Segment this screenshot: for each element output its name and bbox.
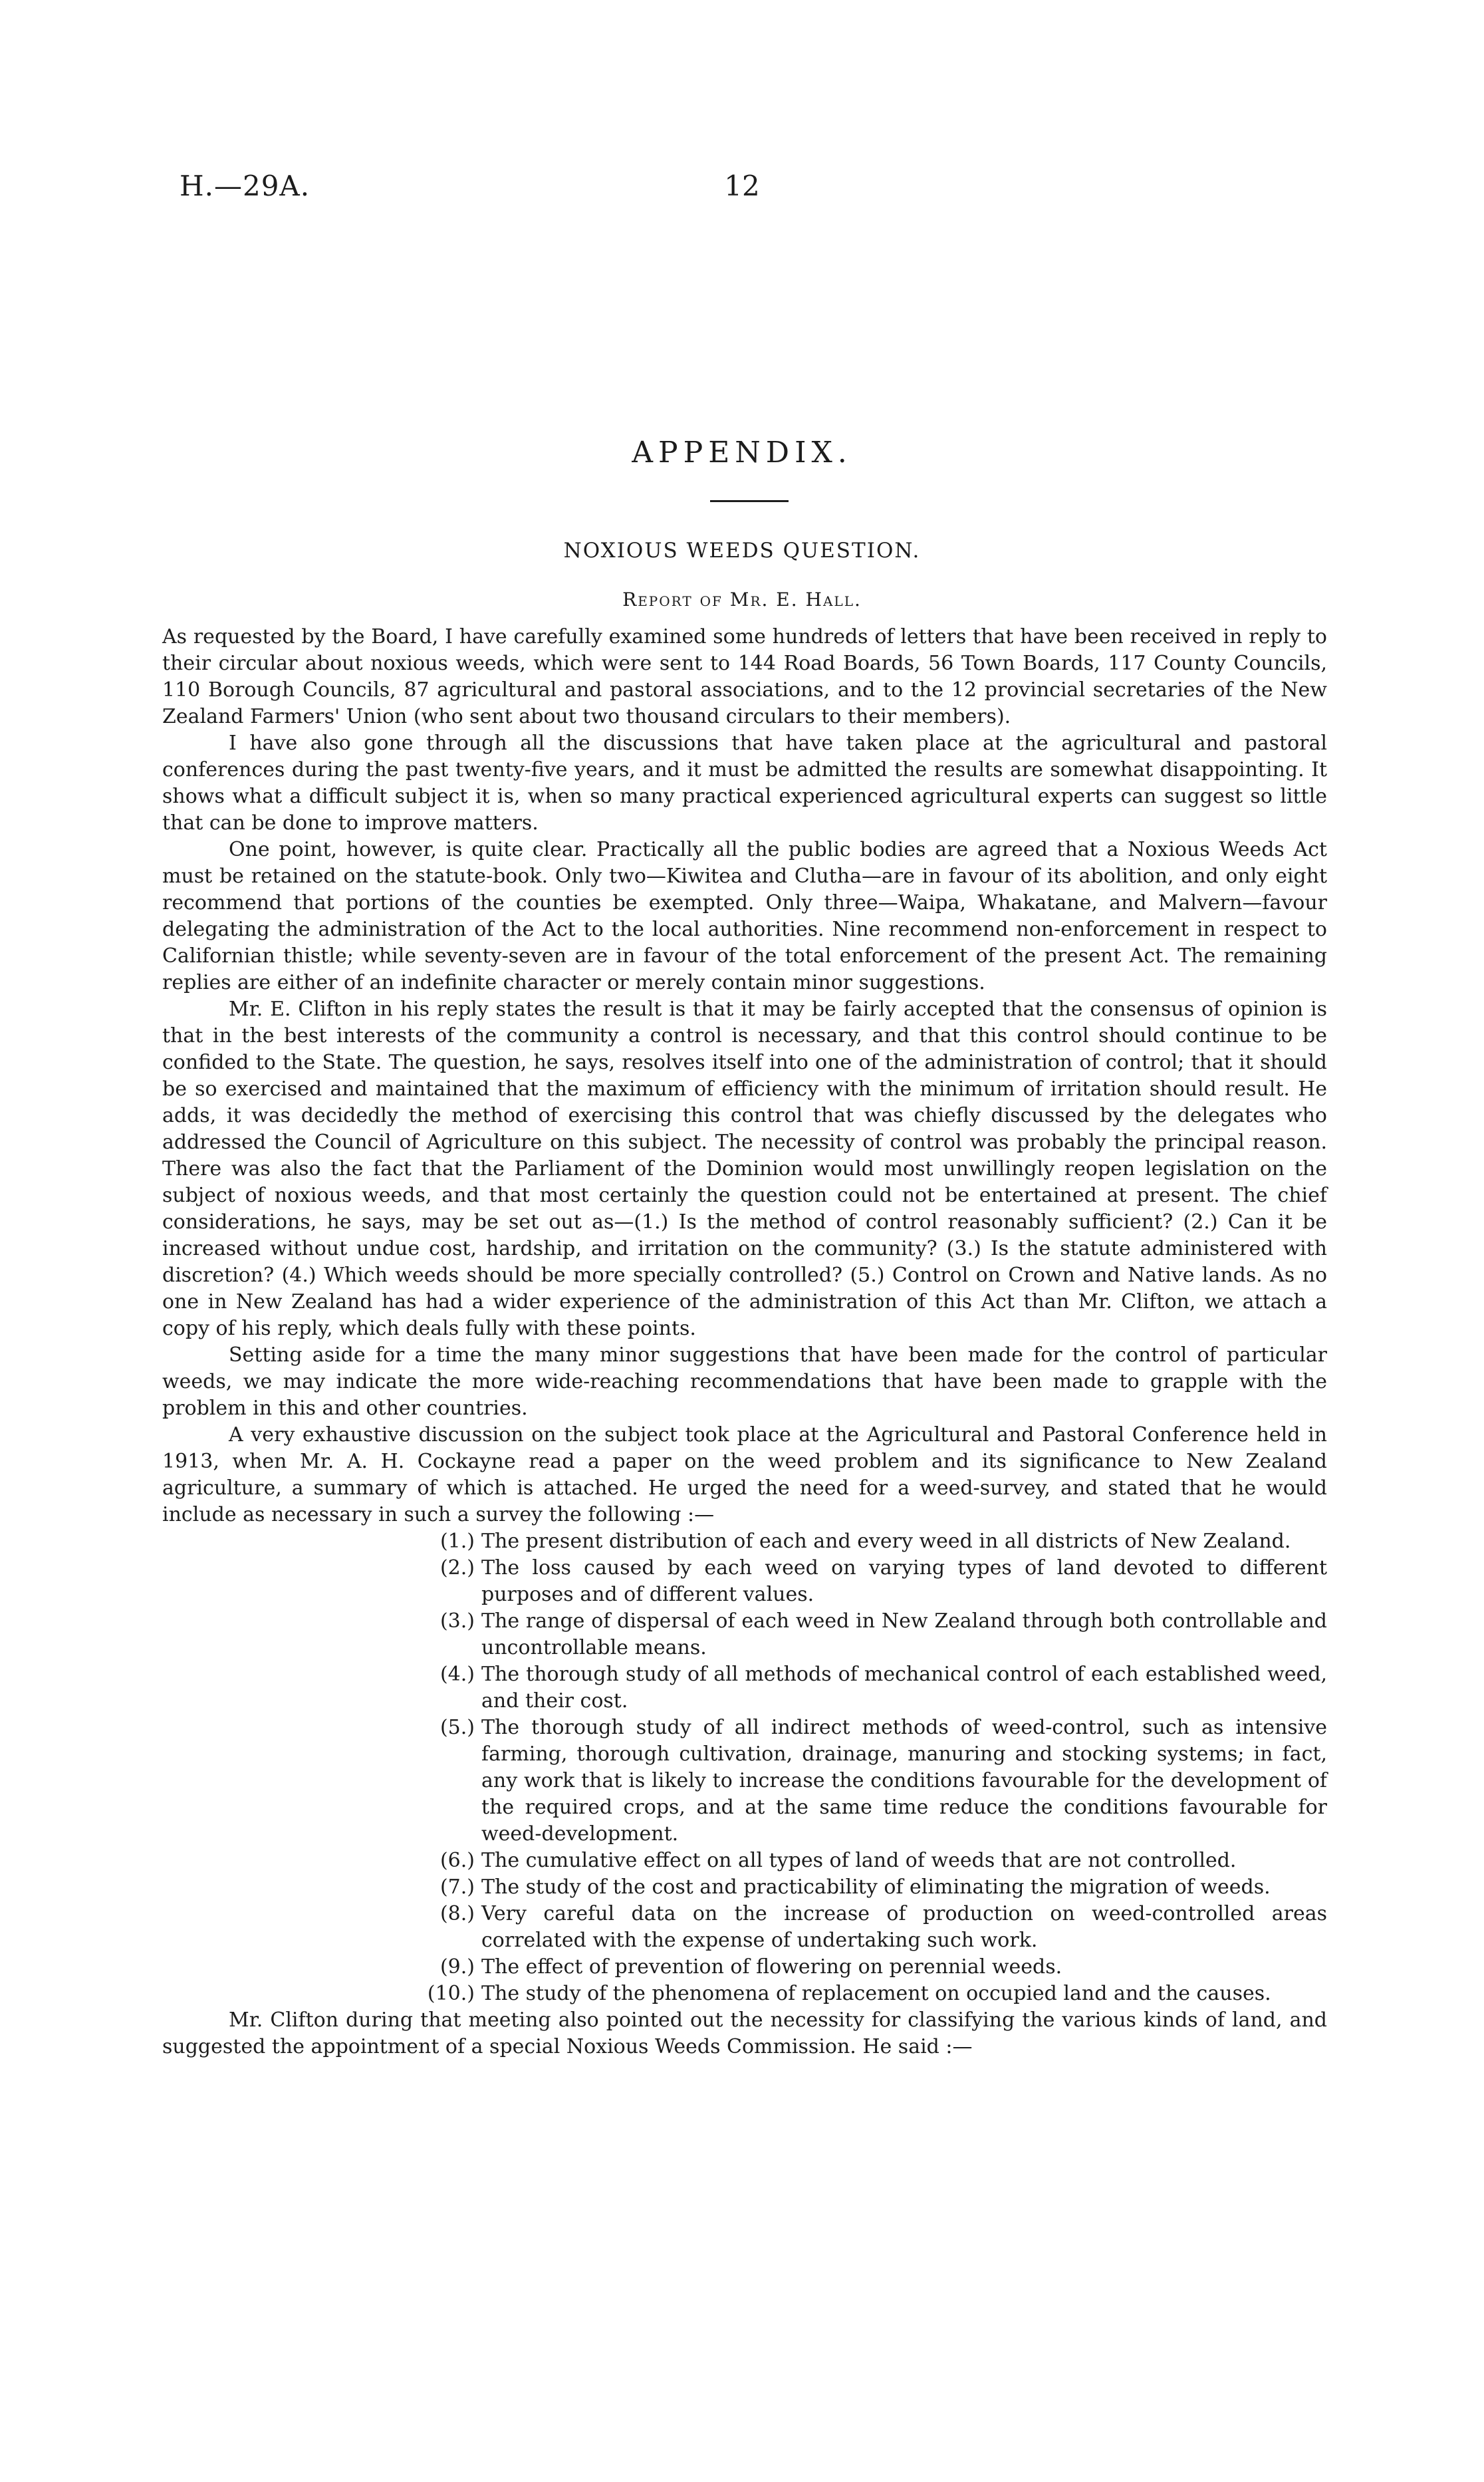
list-item-text: Very careful data on the increase of production on weed-controlled areas correlated with the expense of undertaking such work.: [481, 1902, 1327, 1952]
paragraph: A very exhaustive discussion on the subject took place at the Agricultural and Pastoral Conference held in 1913, when Mr. A. H. Cockayne read a paper on the weed problem and its significance to New Zealand agriculture, a summary of which is attached. He urged the need for a weed-survey, and stated that he would include as necessary in such a survey the following :—: [162, 1423, 1327, 1526]
list-item-text: The study of the cost and practicability of eliminating the migration of weeds.: [481, 1875, 1271, 1899]
list-item-number: (2.): [439, 1556, 475, 1580]
list-item-text: The present distribution of each and every weed in all districts of New Zealand.: [481, 1530, 1291, 1553]
weed-survey-list: [162, 1528, 1327, 2007]
list-item-number: (8.): [439, 1902, 475, 1925]
list-item: [427, 1981, 1327, 2007]
list-item: [439, 1608, 1327, 1661]
list-item: [439, 1555, 1327, 1608]
list-item-number: (1.): [439, 1530, 475, 1553]
list-item: [439, 1874, 1327, 1901]
list-item-text: The cumulative effect on all types of land of weeds that are not controlled.: [481, 1849, 1237, 1872]
list-item-number: (9.): [439, 1955, 475, 1979]
title-rule: [710, 500, 789, 502]
paragraph: As requested by the Board, I have carefully examined some hundreds of letters that have been received in reply to their circular about noxious weeds, which were sent to 144 Road Boards, 56 Town Boards, 117 County Councils, 110 Borough Councils, 87 agricultural and pastoral associations, and to the 12 provincial secretaries of the New Zealand Farmers' Union (who sent about two thousand circulars to their members).: [162, 625, 1327, 728]
section-subtitle: NOXIOUS WEEDS QUESTION.: [563, 539, 921, 563]
list-item-number: (10.): [427, 1982, 475, 2005]
list-item-number: (3.): [439, 1609, 475, 1633]
list-item: [439, 1528, 1327, 1555]
list-item: [439, 1954, 1327, 1981]
list-item-text: The thorough study of all methods of mechanical control of each established weed, and their cost.: [481, 1663, 1327, 1713]
list-item-text: The thorough study of all indirect methods of weed-control, such as intensive farming, thorough cultivation, drainage, manuring and stocking systems; in fact, any work that is likely to increase the conditions favourable for the development of the required crops, and at the same time reduce the conditions favourable for weed-development.: [481, 1716, 1327, 1846]
list-item-number: (6.): [439, 1849, 475, 1872]
report-byline: Report of Mr. E. Hall.: [622, 589, 862, 611]
page-number: 12: [724, 170, 760, 202]
paragraph: I have also gone through all the discussions that have taken place at the agricultural and pastoral conferences during the past twenty-five years, and it must be admitted the results are somewhat disappointing. It shows what a difficult subject it is, when so many practical experienced agricultural experts can suggest so little that can be done to improve matters.: [162, 732, 1327, 835]
list-item: [439, 1901, 1327, 1954]
appendix-title: APPENDIX.: [632, 436, 852, 470]
paragraph: Setting aside for a time the many minor suggestions that have been made for the control of particular weeds, we may indicate the more wide-reaching recommendations that have been made to grapple with the problem in this and other countries.: [162, 1343, 1327, 1420]
list-item-text: The range of dispersal of each weed in New Zealand through both controllable and uncontrollable means.: [481, 1609, 1327, 1659]
list-item-text: The effect of prevention of flowering on perennial weeds.: [481, 1955, 1062, 1979]
list-item-number: (5.): [439, 1716, 475, 1739]
paragraph: One point, however, is quite clear. Practically all the public bodies are agreed that a Noxious Weeds Act must be retained on the statute-book. Only two—Kiwitea and Clutha—are in favour of its abolition, and only eight recommend that portions of the counties be exempted. Only three—Waipa, Whakatane, and Malvern—favour delegating the administration of the Act to the local authorities. Nine recommend non-enforcement in respect to Californian thistle; while seventy-seven are in favour of the total enforcement of the present Act. The remaining replies are either of an indefinite character or merely contain minor suggestions.: [162, 838, 1327, 994]
list-item: [439, 1715, 1327, 1848]
report-body: [162, 624, 1327, 2060]
page-header: [0, 170, 1484, 209]
list-item-text: The study of the phenomena of replacement on occupied land and the causes.: [481, 1982, 1271, 2005]
closing-paragraph: Mr. Clifton during that meeting also pointed out the necessity for classifying the various kinds of land, and suggested the appointment of a special Noxious Weeds Commission. He said :—: [162, 2008, 1327, 2058]
list-item-text: The loss caused by each weed on varying types of land devoted to different purposes and of different values.: [481, 1556, 1327, 1606]
document-reference: H.—29A.: [180, 170, 310, 202]
list-item: [439, 1661, 1327, 1715]
list-item: [439, 1848, 1327, 1874]
paragraph: Mr. E. Clifton in his reply states the result is that it may be fairly accepted that the consensus of opinion is that in the best interests of the community a control is necessary, and that this control should continue to be confided to the State. The question, he says, resolves itself into one of the administration of control; that it should be so exercised and maintained that the maximum of efficiency with the minimum of irritation should result. He adds, it was decidedly the method of exercising this control that was chiefly discussed by the delegates who addressed the Council of Agriculture on this subject. The necessity of control was probably the principal reason. There was also the fact that the Parliament of the Dominion would most unwillingly reopen legislation on the subject of noxious weeds, and that most certainly the question could not be entertained at present. The chief considerations, he says, may be set out as—(1.) Is the method of control reasonably sufficient? (2.) Can it be increased without undue cost, hardship, and irritation on the community? (3.) Is the statute administered with discretion? (4.) Which weeds should be more specially controlled? (5.) Control on Crown and Native lands. As no one in New Zealand has had a wider experience of the administration of this Act than Mr. Clifton, we attach a copy of his reply, which deals fully with these points.: [162, 998, 1327, 1340]
list-item-number: (4.): [439, 1663, 475, 1686]
list-item-number: (7.): [439, 1875, 475, 1899]
